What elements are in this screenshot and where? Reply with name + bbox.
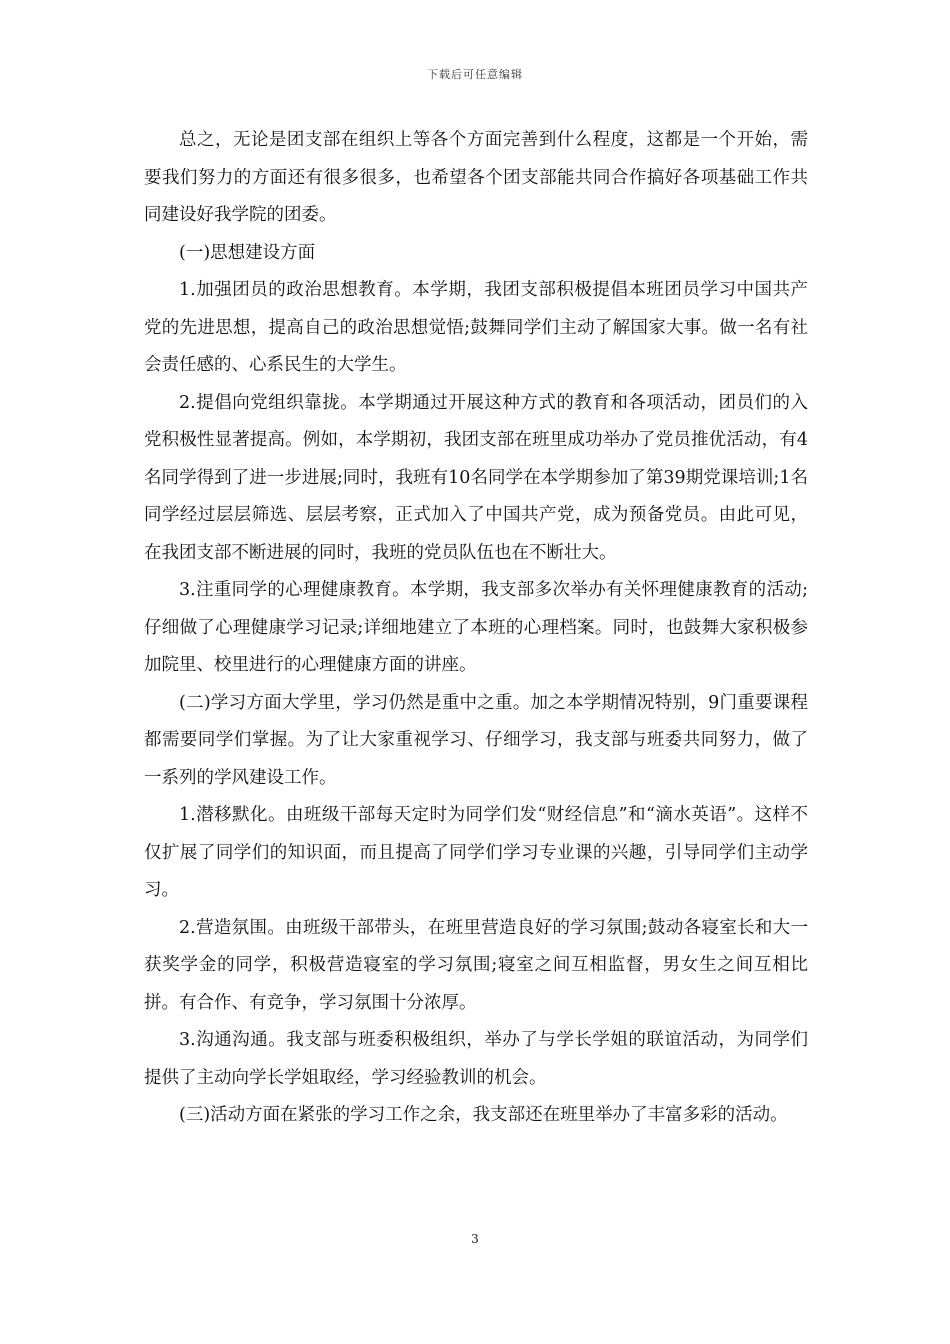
paragraph-subtle-influence: 1.潜移默化。由班级干部每天定时为同学们发“财经信息”和“滴水英语”。这样不仅扩展了同学们的知识面，而且提高了同学们学习专业课的兴趣，引导同学们主动学习。 [144, 805, 808, 900]
paragraph-political-education: 1.加强团员的政治思想教育。本学期，我团支部积极提倡本班团员学习中国共产党的先进思想，提高自己的政治思想觉悟;鼓舞同学们主动了解国家大事。做一名有社会责任感的、心系民生的大学生。 [144, 280, 808, 375]
page-number: 3 [471, 1232, 479, 1246]
paragraph-party-approach: 2.提倡向党组织靠拢。本学期通过开展这种方式的教育和各项活动，团员们的入党积极性显著提高。例如，本学期初，我团支部在班里成功举办了党员推优活动，有4名同学得到了进一步进展;同时，我班有10名同学在本学期参加了第39期党课培训;1名同学经过层层筛选、层层考察，正式加入了中国共产党，成为预备党员。由此可见，在我团支部不断进展的同时，我班的党员队伍也在不断壮大。 [144, 392, 808, 563]
section-study: (二)学习方面大学里，学习仍然是重中之重。加之本学期情况特别，9门重要课程都需要同学们掌握。为了让大家重视学习、仔细学习，我支部与班委共同努力，做了一系列的学风建设工作。 [144, 692, 808, 788]
section-heading-ideology: (一)思想建设方面 [179, 242, 316, 263]
paragraph-atmosphere: 2.营造氛围。由班级干部带头，在班里营造良好的学习氛围;鼓动各寝室长和大一获奖学金的同学，积极营造寝室的学习氛围;寝室之间互相监督，男女生之间互相比拼。有合作、有竞争，学习氛围十分浓厚。 [144, 917, 808, 1013]
section-activities: (三)活动方面在紧张的学习工作之余，我支部还在班里举办了丰富多彩的活动。 [179, 1105, 788, 1125]
paragraph-summary: 总之，无论是团支部在组织上等各个方面完善到什么程度，这都是一个开始，需要我们努力的方面还有很多很多，也希望各个团支部能共同合作搞好各项基础工作共同建设好我学院的团委。 [144, 130, 808, 225]
paragraph-mental-health: 3.注重同学的心理健康教育。本学期，我支部多次举办有关怀理健康教育的活动;仔细做了心理健康学习记录;详细地建立了本班的心理档案。同时，也鼓舞大家积极参加院里、校里进行的心理健康方面的讲座。 [144, 580, 808, 675]
paragraph-communication: 3.沟通沟通。我支部与班委积极组织，举办了与学长学姐的联谊活动，为同学们提供了主动向学长学姐取经，学习经验教训的机会。 [144, 1030, 808, 1088]
page-header: 下载后可任意编辑 [427, 68, 523, 81]
document-body [144, 122, 808, 1135]
